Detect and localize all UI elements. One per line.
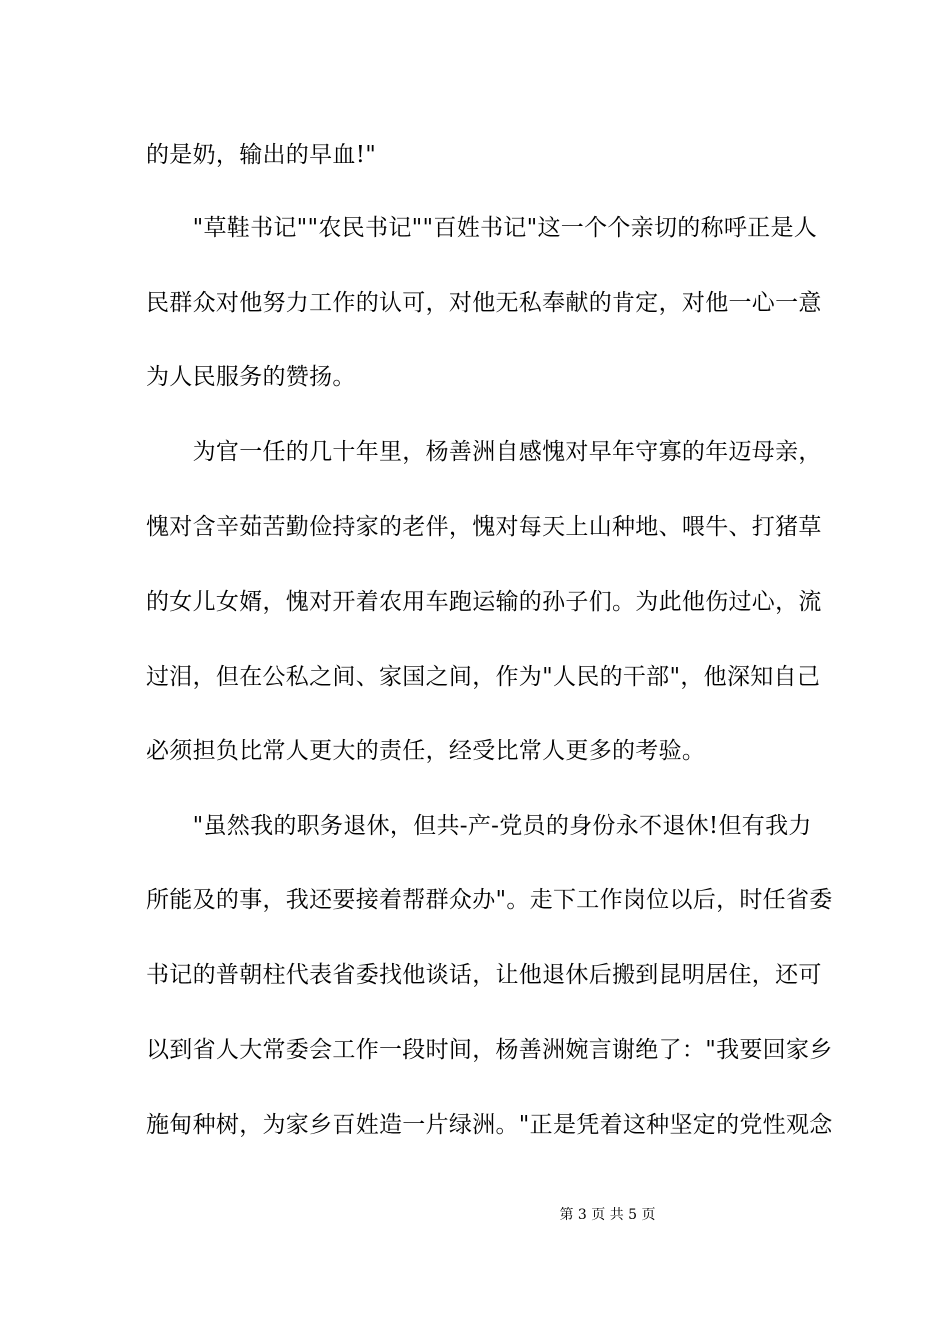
text-line: 施甸种树，为家乡百姓造一片绿洲。"正是凭着这种坚定的党性观念 <box>146 1112 833 1138</box>
text-line: 的是奶，输出的早血!" <box>146 142 377 168</box>
text-line: 以到省人大常委会工作一段时间，杨善洲婉言谢绝了："我要回家乡 <box>146 1037 833 1063</box>
text-line: 愧对含辛茹苦勤俭持家的老伴，愧对每天上山种地、喂牛、打猪草 <box>146 514 822 540</box>
text-line: 民群众对他努力工作的认可，对他无私奉献的肯定，对他一心一意 <box>146 290 822 316</box>
text-line: "草鞋书记""农民书记""百姓书记"这一个个亲切的称呼正是人 <box>146 215 818 241</box>
text-line: 为官一任的几十年里，杨善洲自感愧对早年守寡的年迈母亲， <box>146 439 822 465</box>
text-line: 书记的普朝柱代表省委找他谈话，让他退休后搬到昆明居住，还可 <box>146 962 822 988</box>
text-line: 所能及的事，我还要接着帮群众办"。走下工作岗位以后，时任省委 <box>146 887 833 913</box>
page-number-footer: 第 3 页 共 5 页 <box>559 1207 656 1223</box>
text-line: 必须担负比常人更大的责任，经受比常人更多的考验。 <box>146 738 706 764</box>
text-line: 为人民服务的赞扬。 <box>146 364 356 390</box>
text-line: "虽然我的职务退休，但共-产-党员的身份永不退休!但有我力 <box>146 813 812 839</box>
text-line: 过泪，但在公私之间、家国之间，作为"人民的干部"，他深知自己 <box>146 664 821 690</box>
text-line: 的女儿女婿，愧对开着农用车跑运输的孙子们。为此他伤过心，流 <box>146 589 822 615</box>
